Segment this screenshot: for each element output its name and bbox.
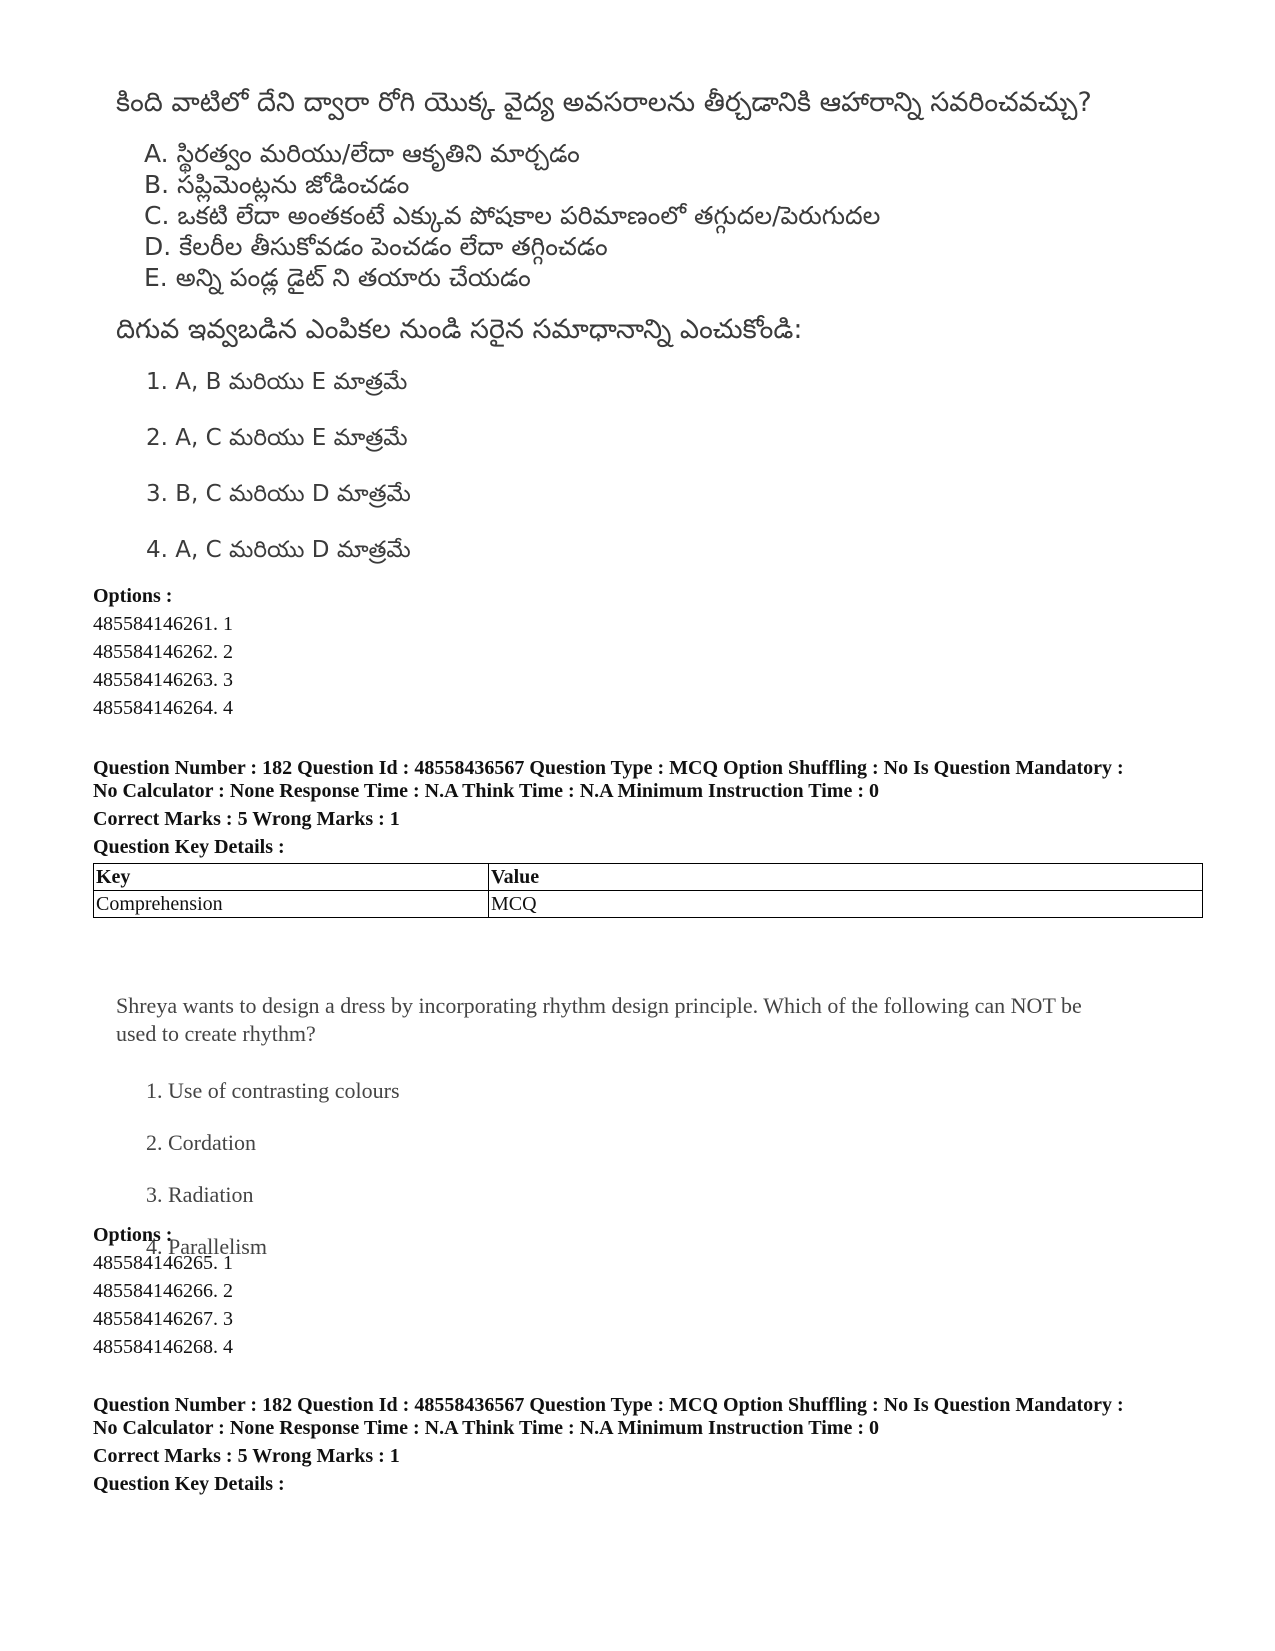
option-item: 485584146266. 2	[93, 1280, 233, 1302]
options-label: Options :	[93, 585, 173, 607]
choice-4: 4. Parallelism	[146, 1234, 267, 1259]
metadata-line-2: No Calculator : None Response Time : N.A Think Time : N.A Minimum Instruction Time : 0	[93, 780, 879, 802]
key-details-table	[93, 863, 1203, 918]
question-metadata	[93, 1394, 1203, 1440]
statement-c: C. ఒకటి లేదా అంతకంటే ఎక్కువ పోషకాల పరిమాణంలో తగ్గుదల/పెరుగుదల	[144, 201, 881, 230]
statement-e: E. అన్ని పండ్ల డైట్ ని తయారు చేయడం	[144, 263, 531, 292]
choice-3: 3. Radiation	[146, 1182, 254, 1207]
choice-1: 1. Use of contrasting colours	[146, 1078, 400, 1103]
question-metadata	[93, 757, 1203, 803]
marks-line: Correct Marks : 5 Wrong Marks : 1	[93, 808, 400, 830]
table-header-row	[94, 864, 1203, 891]
metadata-line-1: Question Number : 182 Question Id : 48558436567 Question Type : MCQ Option Shuffling : No Is Question Mandatory :	[93, 757, 1124, 779]
option-item: 485584146267. 3	[93, 1308, 233, 1330]
choice-2: 2. Cordation	[146, 1130, 256, 1155]
table-cell-key: Comprehension	[94, 891, 489, 918]
instruction-text: దిగువ ఇవ్వబడిన ఎంపికల నుండి సరైన సమాధానాన్ని ఎంచుకోండి:	[116, 314, 803, 345]
options-list-1	[93, 582, 1203, 722]
option-item: 485584146263. 3	[93, 669, 233, 691]
metadata-line-2: No Calculator : None Response Time : N.A Think Time : N.A Minimum Instruction Time : 0	[93, 1417, 879, 1439]
option-item: 485584146262. 2	[93, 641, 233, 663]
statement-d: D. కేలరీల తీసుకోవడం పెంచడం లేదా తగ్గించడం	[144, 232, 608, 261]
question-text: కింది వాటిలో దేని ద్వారా రోగి యొక్క వైద్య అవసరాలను తీర్చడానికి ఆహారాన్ని సవరించవచ్చు?	[116, 87, 1092, 118]
choice-1: 1. A, B మరియు E మాత్రమే	[146, 369, 408, 395]
table-row	[94, 891, 1203, 918]
choice-2: 2. A, C మరియు E మాత్రమే	[146, 425, 408, 451]
metadata-line-1: Question Number : 182 Question Id : 48558436567 Question Type : MCQ Option Shuffling : No Is Question Mandatory :	[93, 1394, 1124, 1416]
options-label: Options :	[93, 1224, 173, 1246]
question-image-telugu	[116, 86, 1116, 565]
key-details-heading: Question Key Details :	[93, 836, 285, 858]
table-header-key: Key	[94, 864, 489, 891]
option-item: 485584146264. 4	[93, 697, 233, 719]
statement-b: B. సప్లిమెంట్లను జోడించడం	[144, 170, 410, 199]
option-item: 485584146261. 1	[93, 613, 233, 635]
table-cell-value: MCQ	[489, 891, 1203, 918]
table-header-value: Value	[489, 864, 1203, 891]
option-item: 485584146265. 1	[93, 1252, 233, 1274]
options-list-2	[93, 1221, 1203, 1361]
option-item: 485584146268. 4	[93, 1336, 233, 1358]
choice-3: 3. B, C మరియు D మాత్రమే	[146, 481, 411, 507]
key-details-heading: Question Key Details :	[93, 1473, 285, 1495]
choice-4: 4. A, C మరియు D మాత్రమే	[146, 537, 411, 563]
question-text: Shreya wants to design a dress by incorporating rhythm design principle. Which of the following can NOT be used to create rhythm?	[116, 993, 1082, 1046]
statement-a: A. స్థిరత్వం మరియు/లేదా ఆకృతిని మార్చడం	[144, 139, 580, 168]
marks-line: Correct Marks : 5 Wrong Marks : 1	[93, 1445, 400, 1467]
